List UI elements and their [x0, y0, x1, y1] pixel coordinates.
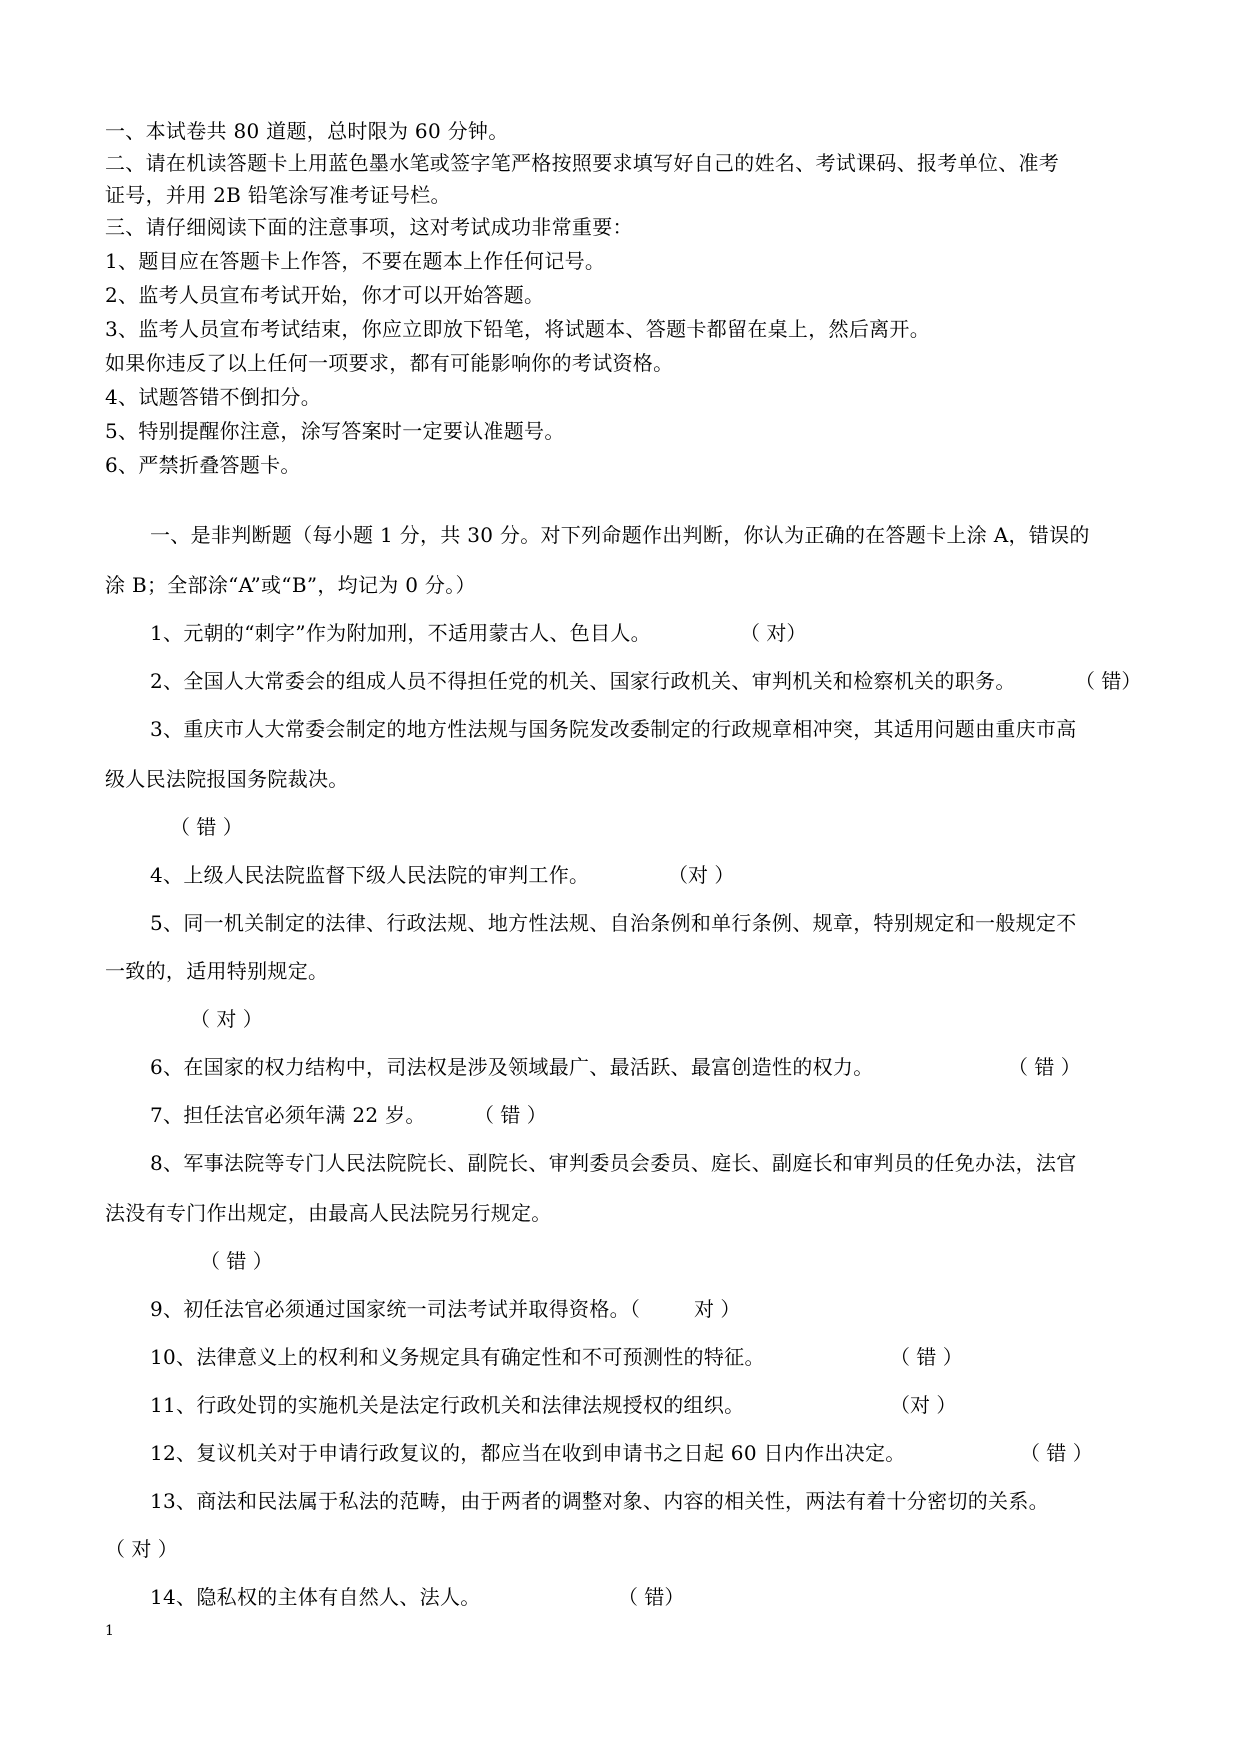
notice-line: 如果你违反了以上任何一项要求，都有可能影响你的考试资格。	[105, 351, 674, 375]
question-text: 6、在国家的权力结构中，司法权是涉及领域最广、最活跃、最富创造性的权力。	[150, 1055, 874, 1079]
question-text: 1、元朝的“刺字”作为附加刑，不适用蒙古人、色目人。	[150, 621, 651, 645]
question-answer: 对 ）	[694, 1297, 741, 1321]
question-answer: （ 错 ）	[1008, 1055, 1081, 1079]
notice-line: 一、本试卷共 80 道题，总时限为 60 分钟。	[105, 119, 509, 143]
question-text: 3、重庆市人大常委会制定的地方性法规与国务院发改委制定的行政规章相冲突，其适用问题由重庆市高	[150, 717, 1077, 741]
question-text: 14、隐私权的主体有自然人、法人。	[150, 1585, 481, 1609]
question-answer: （ 对 ）	[190, 1007, 263, 1031]
question-answer: （ 对）	[740, 621, 807, 645]
question-text: 11、行政处罚的实施机关是法定行政机关和法律法规授权的组织。	[150, 1393, 745, 1417]
notice-line: 3、监考人员宣布考试结束，你应立即放下铅笔，将试题本、答题卡都留在桌上，然后离开。	[105, 317, 931, 341]
question-text: 10、法律意义上的权利和义务规定具有确定性和不可预测性的特征。	[150, 1345, 765, 1369]
notice-line: 三、请仔细阅读下面的注意事项，这对考试成功非常重要：	[105, 215, 633, 239]
question-answer: （ 错 ）	[170, 815, 243, 839]
question-text: 2、全国人大常委会的组成人员不得担任党的机关、国家行政机关、审判机关和检察机关的职务。	[150, 669, 1016, 693]
question-answer: （ 错 ）	[890, 1345, 963, 1369]
question-answer: （对 ）	[668, 863, 735, 887]
question-answer: （ 错 ）	[474, 1103, 547, 1127]
question-answer: （ 错）	[618, 1585, 685, 1609]
question-text-cont: 一致的，适用特别规定。	[105, 959, 329, 983]
question-text: 13、商法和民法属于私法的范畴，由于两者的调整对象、内容的相关性，两法有着十分密切的关系。	[150, 1489, 1049, 1513]
question-text: 4、上级人民法院监督下级人民法院的审判工作。	[150, 863, 590, 887]
notice-line: 二、请在机读答题卡上用蓝色墨水笔或签字笔严格按照要求填写好自己的姓名、考试课码、报考单位、准考	[105, 151, 1060, 175]
question-answer: （对 ）	[890, 1393, 957, 1417]
page-number: 1	[105, 1623, 114, 1639]
question-text: 5、同一机关制定的法律、行政法规、地方性法规、自治条例和单行条例、规章，特别规定和一般规定不	[150, 911, 1077, 935]
question-text-cont: 级人民法院报国务院裁决。	[105, 767, 349, 791]
notice-line: 2、监考人员宣布考试开始，你才可以开始答题。	[105, 283, 545, 307]
notice-line: 1、题目应在答题卡上作答，不要在题本上作任何记号。	[105, 249, 606, 273]
question-text: 9、初任法官必须通过国家统一司法考试并取得资格。（	[150, 1297, 641, 1321]
notice-line: 5、特别提醒你注意，涂写答案时一定要认准题号。	[105, 419, 565, 443]
question-text-cont: 法没有专门作出规定，由最高人民法院另行规定。	[105, 1201, 552, 1225]
question-text: 8、军事法院等专门人民法院院长、副院长、审判委员会委员、庭长、副庭长和审判员的任免办法，法官	[150, 1151, 1077, 1175]
question-answer: （ 错）	[1075, 669, 1142, 693]
notice-line: 4、试题答错不倒扣分。	[105, 385, 322, 409]
question-answer: （ 对 ）	[105, 1537, 178, 1561]
question-answer: （ 错 ）	[200, 1249, 273, 1273]
question-text: 12、复议机关对于申请行政复议的，都应当在收到申请书之日起 60 日内作出决定。	[150, 1441, 906, 1465]
question-text: 7、担任法官必须年满 22 岁。	[150, 1103, 426, 1127]
question-answer: （ 错 ）	[1020, 1441, 1093, 1465]
notice-line: 6、严禁折叠答题卡。	[105, 453, 301, 477]
section-heading-cont: 涂 B；全部涂“A”或“B”，均记为 0 分。）	[105, 573, 476, 597]
notice-line: 证号，并用 2B 铅笔涂写准考证号栏。	[105, 183, 451, 207]
section-heading: 一、是非判断题（每小题 1 分，共 30 分。对下列命题作出判断，你认为正确的在答题卡上涂 A，错误的	[150, 523, 1090, 547]
